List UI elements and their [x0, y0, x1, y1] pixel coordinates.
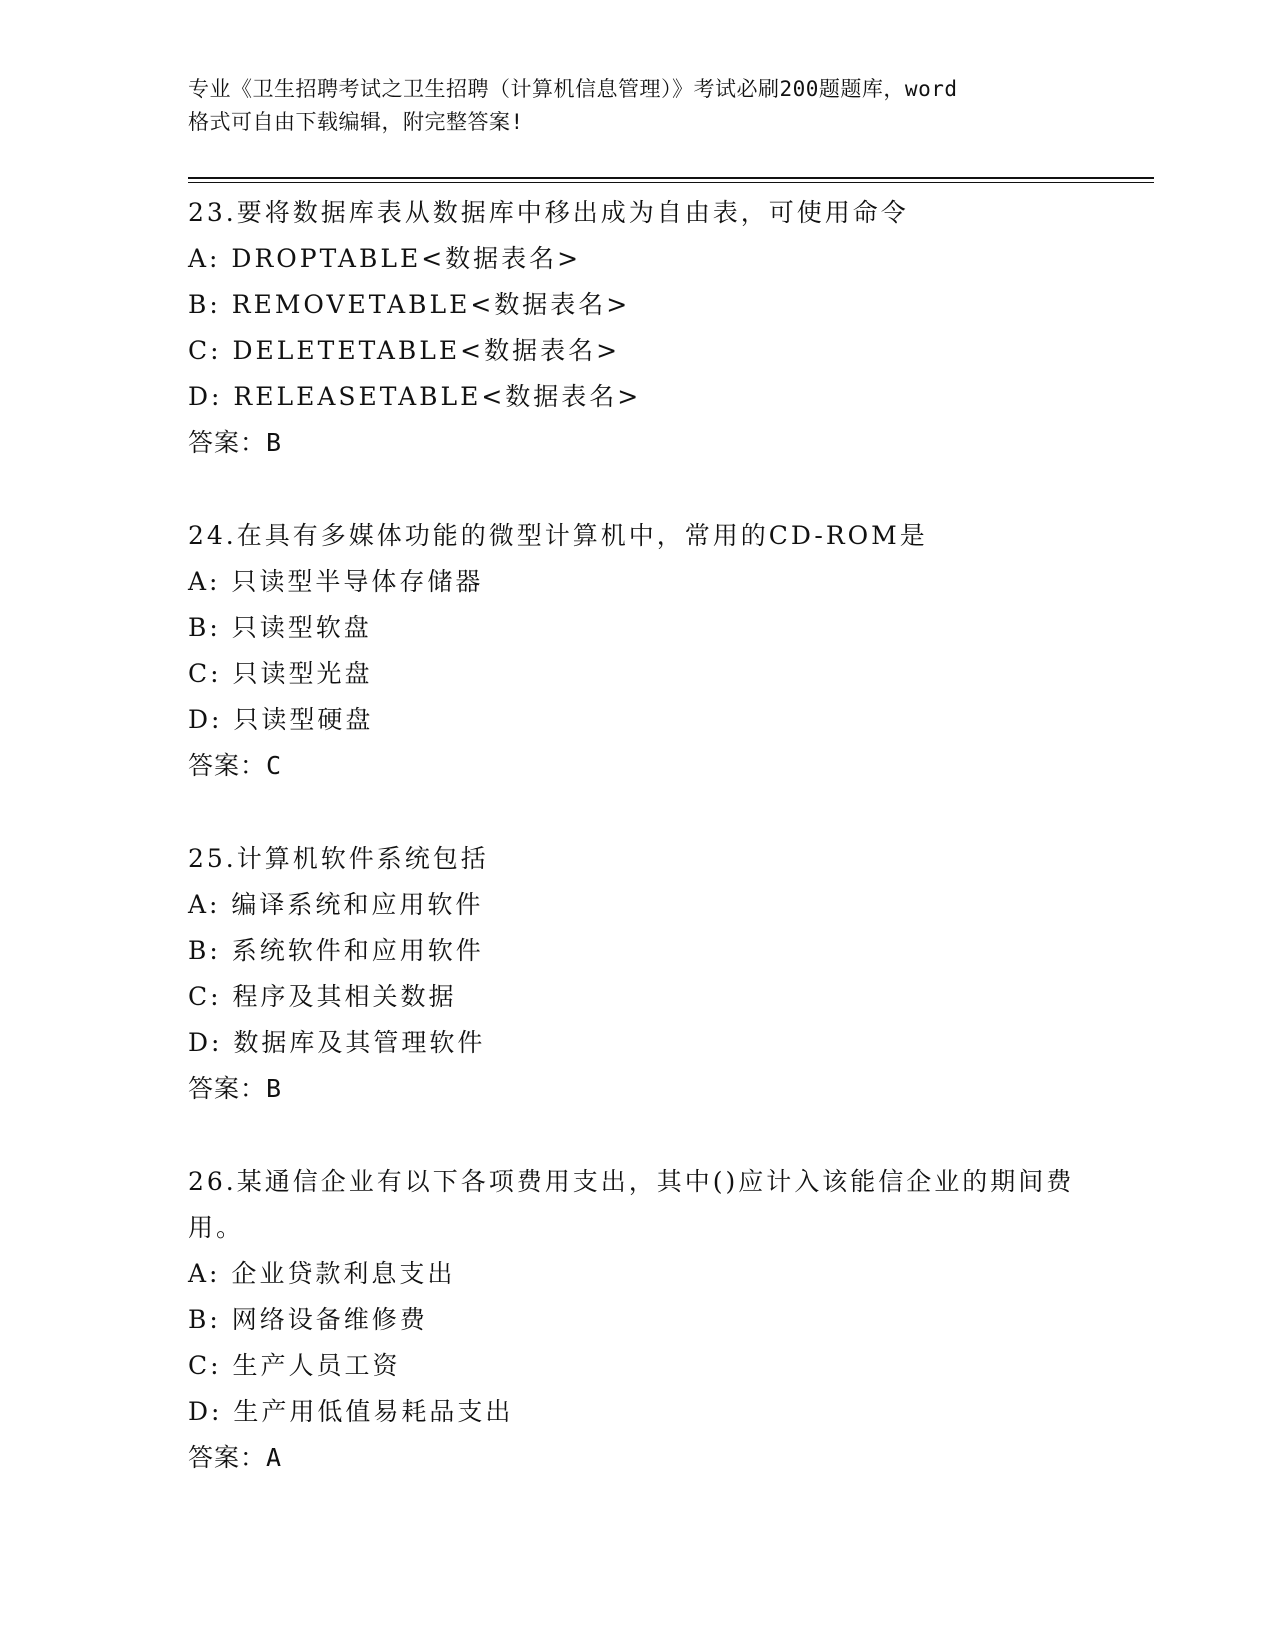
option-b: B: 系统软件和应用软件: [188, 936, 484, 965]
question-item: [188, 513, 1088, 789]
option-c: C: DELETETABLE<数据表名>: [188, 336, 621, 365]
option-b: B: 网络设备维修费: [188, 1305, 428, 1334]
option-d: D: 数据库及其管理软件: [188, 1028, 486, 1057]
question-stem: 24.在具有多媒体功能的微型计算机中，常用的CD-ROM是: [188, 521, 928, 550]
option-a: A: 只读型半导体存储器: [188, 567, 484, 596]
answer-line: 答案：B: [188, 1074, 283, 1103]
option-a: A: 编译系统和应用软件: [188, 890, 484, 919]
option-d: D: RELEASETABLE<数据表名>: [188, 382, 642, 411]
option-c: C: 生产人员工资: [188, 1351, 401, 1380]
question-stem: 25.计算机软件系统包括: [188, 844, 489, 873]
option-d: D: 只读型硬盘: [188, 705, 374, 734]
option-b: B: 只读型软盘: [188, 613, 372, 642]
question-item: [188, 836, 1088, 1112]
header-divider-thin: [188, 182, 1154, 183]
question-stem: 23.要将数据库表从数据库中移出成为自由表，可使用命令: [188, 198, 909, 227]
option-d: D: 生产用低值易耗品支出: [188, 1397, 514, 1426]
option-a: A: DROPTABLE<数据表名>: [188, 244, 582, 273]
question-item: [188, 190, 1088, 466]
document-header: [188, 73, 1088, 139]
answer-line: 答案：A: [188, 1443, 283, 1472]
question-list: [188, 190, 1088, 1528]
answer-line: 答案：C: [188, 751, 283, 780]
header-divider-thick: [188, 177, 1154, 179]
option-c: C: 程序及其相关数据: [188, 982, 457, 1011]
option-a: A: 企业贷款利息支出: [188, 1259, 456, 1288]
question-item: [188, 1159, 1088, 1481]
answer-line: 答案：B: [188, 428, 283, 457]
option-b: B: REMOVETABLE<数据表名>: [188, 290, 631, 319]
option-c: C: 只读型光盘: [188, 659, 373, 688]
header-line-2: 格式可自由下载编辑，附完整答案!: [188, 110, 524, 134]
header-line-1: 专业《卫生招聘考试之卫生招聘（计算机信息管理）》考试必刷200题题库，word: [188, 77, 958, 101]
question-stem: 26.某通信企业有以下各项费用支出，其中()应计入该能信企业的期间费用。: [188, 1167, 1075, 1242]
